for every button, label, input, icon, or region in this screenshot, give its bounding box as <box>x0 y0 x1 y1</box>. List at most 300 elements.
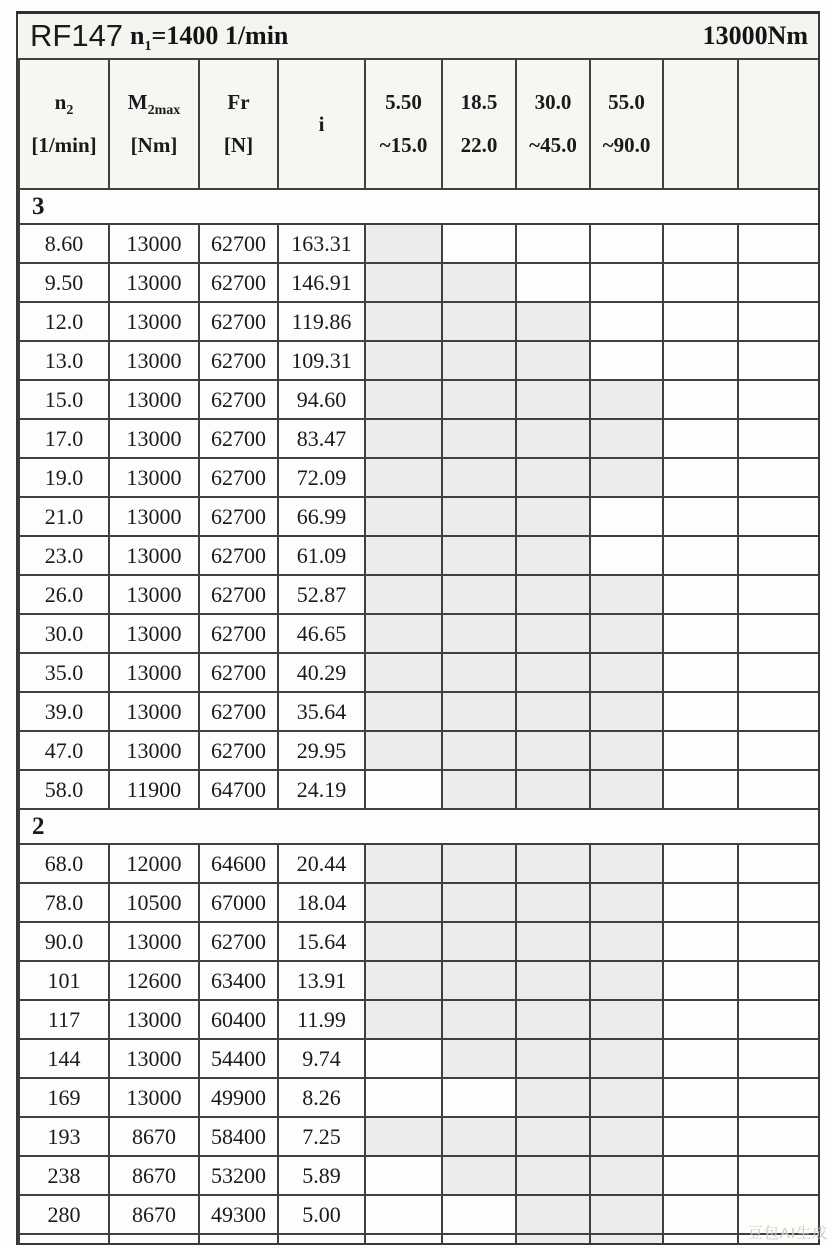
cell-range <box>590 497 663 536</box>
cell-i: 46.65 <box>278 614 365 653</box>
cell-m2max <box>109 1234 199 1245</box>
cell-range <box>365 1117 442 1156</box>
column-header: $M_{2max}$ [Nm] <box>109 59 199 189</box>
cell-m2max: 13000 <box>109 731 199 770</box>
cell-range <box>590 341 663 380</box>
cell-range <box>516 770 590 809</box>
cell-range <box>738 575 819 614</box>
table-row <box>19 1195 819 1234</box>
cell-range <box>663 1234 738 1245</box>
cell-range <box>365 302 442 341</box>
cell-fr: 62700 <box>199 653 278 692</box>
cell-range <box>663 1156 738 1195</box>
cell-range <box>590 692 663 731</box>
cell-range <box>590 1234 663 1245</box>
cell-range <box>663 883 738 922</box>
cell-i: 8.26 <box>278 1078 365 1117</box>
cell-range <box>365 961 442 1000</box>
cell-range <box>663 341 738 380</box>
cell-n2: 17.0 <box>19 419 109 458</box>
table-row <box>19 653 819 692</box>
cell-range <box>663 1117 738 1156</box>
cell-i: 163.31 <box>278 224 365 263</box>
cell-range <box>442 692 516 731</box>
cell-range <box>442 922 516 961</box>
cell-fr: 62700 <box>199 922 278 961</box>
cell-range <box>663 1195 738 1234</box>
cell-n2: 30.0 <box>19 614 109 653</box>
cell-i: 66.99 <box>278 497 365 536</box>
cell-range <box>663 536 738 575</box>
cell-i: 61.09 <box>278 536 365 575</box>
cell-range <box>442 497 516 536</box>
cell-range <box>663 458 738 497</box>
cell-range <box>442 770 516 809</box>
cell-n2: 117 <box>19 1000 109 1039</box>
table-row <box>19 961 819 1000</box>
cell-range <box>516 224 590 263</box>
cell-range <box>738 419 819 458</box>
cell-fr: 62700 <box>199 458 278 497</box>
table-row <box>19 883 819 922</box>
cell-range <box>516 1078 590 1117</box>
cell-range <box>738 1039 819 1078</box>
cell-fr: 64700 <box>199 770 278 809</box>
cell-range <box>442 1078 516 1117</box>
cell-n2: 68.0 <box>19 844 109 883</box>
cell-range <box>590 731 663 770</box>
table-row <box>19 458 819 497</box>
cell-range <box>365 731 442 770</box>
cell-i: 5.89 <box>278 1156 365 1195</box>
cell-range <box>365 224 442 263</box>
cell-range <box>738 1117 819 1156</box>
cell-range <box>442 341 516 380</box>
cell-i: 72.09 <box>278 458 365 497</box>
cell-i: 35.64 <box>278 692 365 731</box>
cell-m2max: 13000 <box>109 302 199 341</box>
cell-m2max: 13000 <box>109 263 199 302</box>
cell-range <box>365 263 442 302</box>
cell-fr: 67000 <box>199 883 278 922</box>
cell-range <box>738 1000 819 1039</box>
cell-range <box>516 302 590 341</box>
cell-range <box>365 770 442 809</box>
datasheet-page <box>16 11 820 1245</box>
cell-n2: 238 <box>19 1156 109 1195</box>
cell-i: 83.47 <box>278 419 365 458</box>
cell-i <box>278 1234 365 1245</box>
cell-i: 24.19 <box>278 770 365 809</box>
cell-range <box>590 922 663 961</box>
cell-n2: 193 <box>19 1117 109 1156</box>
section-row <box>19 189 819 224</box>
table-row <box>19 1000 819 1039</box>
cell-range <box>663 575 738 614</box>
cell-range <box>365 883 442 922</box>
cell-range <box>442 731 516 770</box>
cell-n2: 47.0 <box>19 731 109 770</box>
cell-range <box>442 224 516 263</box>
table-row <box>19 1078 819 1117</box>
cell-range <box>663 653 738 692</box>
cell-range <box>738 731 819 770</box>
cell-m2max: 12600 <box>109 961 199 1000</box>
cell-range <box>442 536 516 575</box>
table-row <box>19 1039 819 1078</box>
cell-range <box>663 731 738 770</box>
cell-fr <box>199 1234 278 1245</box>
table-row <box>19 692 819 731</box>
cell-m2max: 13000 <box>109 692 199 731</box>
cell-range <box>590 1117 663 1156</box>
cell-n2: 23.0 <box>19 536 109 575</box>
table-row <box>19 844 819 883</box>
cell-fr: 58400 <box>199 1117 278 1156</box>
section-row <box>19 809 819 844</box>
cell-n2: 280 <box>19 1195 109 1234</box>
cell-m2max: 11900 <box>109 770 199 809</box>
cell-range <box>516 497 590 536</box>
cell-range <box>516 1000 590 1039</box>
cell-fr: 62700 <box>199 692 278 731</box>
cell-m2max: 13000 <box>109 653 199 692</box>
cell-range <box>590 263 663 302</box>
cell-range <box>663 922 738 961</box>
table-row <box>19 1234 819 1245</box>
cell-n2: 78.0 <box>19 883 109 922</box>
cell-range <box>590 961 663 1000</box>
cell-i: 5.00 <box>278 1195 365 1234</box>
column-header: 5.50 ~15.0 <box>365 59 442 189</box>
table-row <box>19 922 819 961</box>
section-label: 3 <box>19 189 819 224</box>
cell-range <box>516 536 590 575</box>
cell-range <box>516 922 590 961</box>
column-header: 55.0 ~90.0 <box>590 59 663 189</box>
cell-range <box>663 614 738 653</box>
cell-range <box>738 536 819 575</box>
cell-range <box>442 883 516 922</box>
cell-range <box>590 575 663 614</box>
cell-range <box>590 419 663 458</box>
cell-fr: 62700 <box>199 341 278 380</box>
cell-n2: 169 <box>19 1078 109 1117</box>
table-row <box>19 380 819 419</box>
cell-fr: 62700 <box>199 614 278 653</box>
cell-fr: 62700 <box>199 731 278 770</box>
cell-range <box>516 1195 590 1234</box>
cell-range <box>663 380 738 419</box>
cell-m2max: 8670 <box>109 1195 199 1234</box>
table-row <box>19 575 819 614</box>
cell-range <box>738 224 819 263</box>
cell-range <box>738 1156 819 1195</box>
cell-range <box>590 844 663 883</box>
cell-m2max: 13000 <box>109 341 199 380</box>
cell-range <box>590 1039 663 1078</box>
cell-range <box>442 844 516 883</box>
cell-fr: 62700 <box>199 575 278 614</box>
cell-fr: 60400 <box>199 1000 278 1039</box>
cell-range <box>365 536 442 575</box>
cell-i: 94.60 <box>278 380 365 419</box>
max-torque: 13000Nm <box>702 21 808 50</box>
cell-fr: 63400 <box>199 961 278 1000</box>
cell-m2max: 13000 <box>109 536 199 575</box>
cell-range <box>365 1195 442 1234</box>
cell-range <box>365 497 442 536</box>
table-row <box>19 497 819 536</box>
cell-range <box>365 1234 442 1245</box>
cell-fr: 62700 <box>199 419 278 458</box>
cell-range <box>365 614 442 653</box>
cell-range <box>516 575 590 614</box>
cell-m2max: 10500 <box>109 883 199 922</box>
cell-range <box>590 1000 663 1039</box>
cell-range <box>442 380 516 419</box>
ratio-table <box>18 58 820 1245</box>
cell-range <box>516 263 590 302</box>
cell-range <box>738 497 819 536</box>
watermark: 豆包AI生成 <box>747 1225 828 1242</box>
cell-range <box>663 224 738 263</box>
cell-fr: 49300 <box>199 1195 278 1234</box>
cell-n2: 26.0 <box>19 575 109 614</box>
cell-i: 13.91 <box>278 961 365 1000</box>
table-row <box>19 302 819 341</box>
cell-n2: 8.60 <box>19 224 109 263</box>
cell-fr: 64600 <box>199 844 278 883</box>
cell-range <box>738 1078 819 1117</box>
cell-n2: 9.50 <box>19 263 109 302</box>
cell-range <box>590 224 663 263</box>
cell-range <box>516 1039 590 1078</box>
product-model: RF147 <box>30 18 124 53</box>
table-row <box>19 341 819 380</box>
section-label: 2 <box>19 809 819 844</box>
cell-range <box>365 458 442 497</box>
cell-range <box>738 380 819 419</box>
cell-range <box>442 1117 516 1156</box>
cell-range <box>442 961 516 1000</box>
column-header: i <box>278 59 365 189</box>
cell-n2: 15.0 <box>19 380 109 419</box>
cell-range <box>442 653 516 692</box>
column-header: $n_2$ [1/min] <box>19 59 109 189</box>
cell-i: 109.31 <box>278 341 365 380</box>
cell-range <box>516 1234 590 1245</box>
cell-range <box>442 1156 516 1195</box>
cell-n2: 19.0 <box>19 458 109 497</box>
cell-m2max: 13000 <box>109 1039 199 1078</box>
table-row <box>19 419 819 458</box>
cell-range <box>365 1156 442 1195</box>
cell-fr: 62700 <box>199 302 278 341</box>
cell-range <box>516 883 590 922</box>
table-row <box>19 770 819 809</box>
cell-i: 29.95 <box>278 731 365 770</box>
cell-fr: 62700 <box>199 224 278 263</box>
cell-range <box>516 614 590 653</box>
cell-n2: 39.0 <box>19 692 109 731</box>
cell-i: 52.87 <box>278 575 365 614</box>
cell-range <box>738 653 819 692</box>
table-body <box>19 189 819 1245</box>
cell-range <box>365 692 442 731</box>
cell-range <box>738 692 819 731</box>
cell-n2 <box>19 1234 109 1245</box>
cell-range <box>516 419 590 458</box>
cell-m2max: 13000 <box>109 1000 199 1039</box>
cell-range <box>442 575 516 614</box>
column-header: 18.5 22.0 <box>442 59 516 189</box>
cell-n2: 12.0 <box>19 302 109 341</box>
cell-range <box>442 263 516 302</box>
cell-range <box>590 302 663 341</box>
cell-m2max: 13000 <box>109 614 199 653</box>
cell-i: 18.04 <box>278 883 365 922</box>
cell-range <box>442 1234 516 1245</box>
cell-range <box>365 575 442 614</box>
cell-fr: 62700 <box>199 536 278 575</box>
cell-range <box>442 1039 516 1078</box>
table-row <box>19 1117 819 1156</box>
cell-range <box>365 1078 442 1117</box>
cell-range <box>590 1078 663 1117</box>
cell-range <box>663 302 738 341</box>
cell-range <box>442 1000 516 1039</box>
cell-m2max: 13000 <box>109 380 199 419</box>
header-row <box>19 59 819 189</box>
cell-range <box>738 961 819 1000</box>
cell-range <box>738 844 819 883</box>
cell-range <box>590 883 663 922</box>
cell-range <box>663 263 738 302</box>
column-header-empty <box>738 59 819 189</box>
cell-i: 15.64 <box>278 922 365 961</box>
column-header: Fr [N] <box>199 59 278 189</box>
cell-range <box>663 419 738 458</box>
cell-i: 20.44 <box>278 844 365 883</box>
cell-range <box>738 922 819 961</box>
table-row <box>19 614 819 653</box>
cell-i: 7.25 <box>278 1117 365 1156</box>
cell-i: 9.74 <box>278 1039 365 1078</box>
cell-i: 146.91 <box>278 263 365 302</box>
cell-n2: 35.0 <box>19 653 109 692</box>
cell-n2: 21.0 <box>19 497 109 536</box>
cell-range <box>590 536 663 575</box>
cell-range <box>590 458 663 497</box>
cell-i: 40.29 <box>278 653 365 692</box>
cell-m2max: 8670 <box>109 1156 199 1195</box>
table-row <box>19 263 819 302</box>
cell-m2max: 13000 <box>109 224 199 263</box>
cell-range <box>516 961 590 1000</box>
cell-range <box>516 731 590 770</box>
cell-range <box>738 341 819 380</box>
cell-range <box>663 961 738 1000</box>
cell-range <box>442 458 516 497</box>
cell-n2: 90.0 <box>19 922 109 961</box>
cell-range <box>516 692 590 731</box>
cell-range <box>663 770 738 809</box>
cell-range <box>365 341 442 380</box>
cell-fr: 53200 <box>199 1156 278 1195</box>
column-header: 30.0 ~45.0 <box>516 59 590 189</box>
title-bar <box>18 14 818 58</box>
cell-range <box>442 614 516 653</box>
cell-range <box>365 380 442 419</box>
cell-range <box>365 1039 442 1078</box>
cell-fr: 62700 <box>199 380 278 419</box>
cell-n2: 101 <box>19 961 109 1000</box>
table-row <box>19 1156 819 1195</box>
cell-range <box>365 844 442 883</box>
cell-range <box>365 419 442 458</box>
cell-range <box>516 1117 590 1156</box>
cell-range <box>738 302 819 341</box>
cell-range <box>738 883 819 922</box>
cell-range <box>516 341 590 380</box>
cell-range <box>663 692 738 731</box>
cell-m2max: 8670 <box>109 1117 199 1156</box>
cell-range <box>442 419 516 458</box>
cell-range <box>516 653 590 692</box>
cell-range <box>738 263 819 302</box>
cell-fr: 62700 <box>199 263 278 302</box>
cell-m2max: 13000 <box>109 497 199 536</box>
cell-range <box>516 1156 590 1195</box>
cell-m2max: 13000 <box>109 922 199 961</box>
cell-range <box>738 770 819 809</box>
cell-range <box>738 458 819 497</box>
cell-range <box>663 497 738 536</box>
cell-m2max: 13000 <box>109 1078 199 1117</box>
cell-range <box>738 614 819 653</box>
table-row <box>19 224 819 263</box>
cell-range <box>663 1039 738 1078</box>
cell-range <box>442 302 516 341</box>
table-row <box>19 731 819 770</box>
cell-range <box>365 653 442 692</box>
table-row <box>19 536 819 575</box>
cell-range <box>590 614 663 653</box>
cell-range <box>590 1156 663 1195</box>
cell-m2max: 13000 <box>109 419 199 458</box>
cell-n2: 144 <box>19 1039 109 1078</box>
cell-range <box>516 380 590 419</box>
cell-range <box>590 1195 663 1234</box>
cell-range <box>663 1078 738 1117</box>
cell-range <box>442 1195 516 1234</box>
cell-fr: 54400 <box>199 1039 278 1078</box>
column-header-empty <box>663 59 738 189</box>
cell-n2: 58.0 <box>19 770 109 809</box>
cell-m2max: 13000 <box>109 458 199 497</box>
cell-range <box>365 922 442 961</box>
cell-i: 119.86 <box>278 302 365 341</box>
cell-range <box>663 844 738 883</box>
cell-i: 11.99 <box>278 1000 365 1039</box>
cell-fr: 62700 <box>199 497 278 536</box>
cell-range <box>590 380 663 419</box>
cell-range <box>365 1000 442 1039</box>
cell-range <box>590 770 663 809</box>
cell-n2: 13.0 <box>19 341 109 380</box>
cell-fr: 49900 <box>199 1078 278 1117</box>
